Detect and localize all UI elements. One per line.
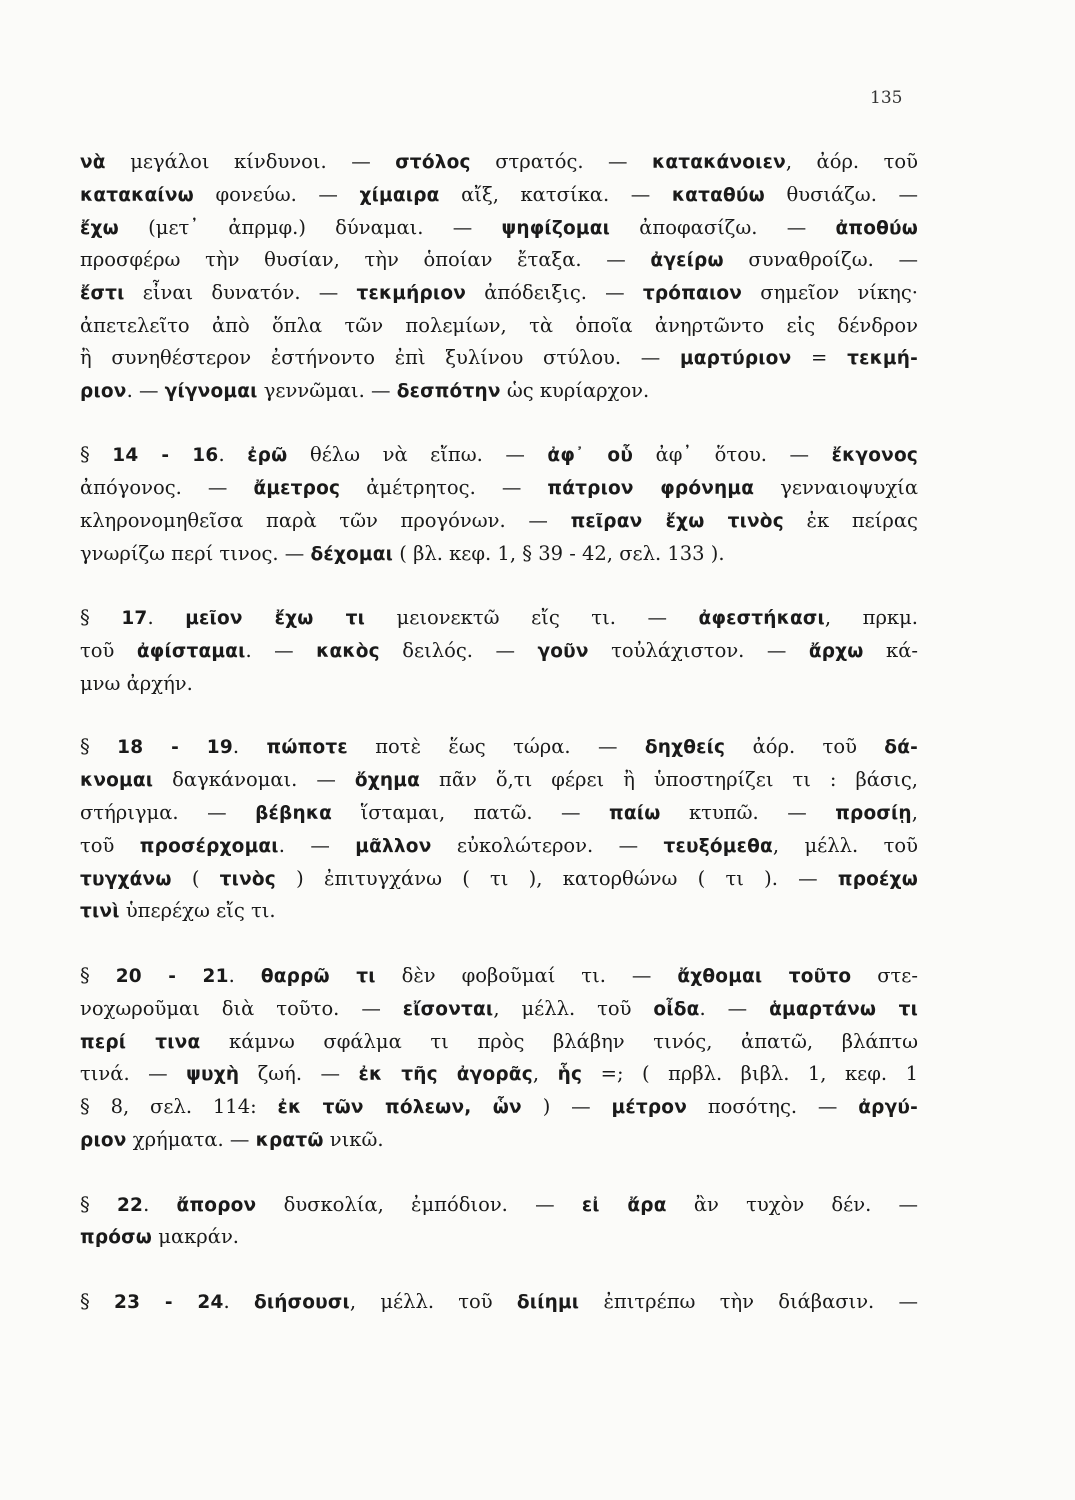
definition-text: κά- — [863, 638, 918, 662]
definition-text: ἀπετελεῖτο ἀπὸ ὅπλα τῶν πολεμίων, τὰ ὁποῖα ἀνηρτῶντο εἰς δένδρον — [80, 313, 918, 337]
text-line — [80, 1189, 918, 1222]
headword: εἰ ἄρα — [581, 1194, 667, 1216]
definition-text: δυσκολία, ἐμπόδιον. — — [256, 1192, 582, 1216]
paragraph-gap — [80, 1254, 918, 1286]
headword: 17 — [121, 608, 148, 630]
definition-text: ἂν τυχὸν δέν. — — [666, 1192, 918, 1216]
definition-text: γενναιοψυχία — [754, 475, 918, 499]
headword: ἐκ τῶν πόλεων, ὧν — [277, 1097, 522, 1119]
text-line — [80, 960, 918, 993]
text-line — [80, 993, 918, 1026]
text-line — [80, 212, 918, 245]
headword: προσέρχομαι — [139, 835, 279, 857]
text-line — [80, 895, 918, 928]
definition-text: = — [791, 345, 848, 369]
headword: ριον — [80, 1129, 127, 1151]
definition-text: κάμνω σφάλμα τι πρὸς βλάβην τινός, ἀπατῶ, βλάπτω — [200, 1029, 918, 1053]
definition-text: , ἀόρ. τοῦ — [785, 150, 918, 173]
text-line — [80, 342, 918, 375]
headword: διήσουσι — [253, 1291, 350, 1313]
definition-text: § — [80, 1289, 114, 1313]
headword: γοῦν — [537, 640, 589, 662]
definition-text: , μέλλ. τοῦ — [772, 833, 918, 857]
headword: τινὶ — [80, 901, 120, 923]
text-line — [80, 1091, 918, 1124]
text-line — [80, 602, 918, 635]
headword: πώποτε — [266, 737, 348, 759]
text-line — [80, 538, 918, 571]
definition-text: ) — — [521, 1095, 612, 1119]
definition-text: ἵσταμαι, πατῶ. — — [332, 800, 610, 824]
definition-text: ( — [171, 866, 220, 890]
definition-text: χρήματα. — — [126, 1127, 256, 1151]
headword: πεῖραν ἔχω τινὸς — [570, 510, 784, 532]
definition-text: στήριγμα. — — [80, 800, 256, 824]
headword: ἀποθύω — [835, 217, 918, 239]
definition-text: ἀόρ. τοῦ — [725, 735, 885, 759]
text-line — [80, 797, 918, 830]
headword: δεσπότην — [396, 380, 501, 402]
definition-text: . — — [245, 638, 317, 662]
text-line — [80, 635, 918, 668]
headword: ὄχημα — [354, 770, 421, 792]
definition-text: τοῦ — [80, 833, 140, 857]
definition-text: § — [80, 963, 116, 987]
definition-text: ἢ συνηθέστερον ἐστήνοντο ἐπὶ ξυλίνου στύλου. — — [80, 345, 680, 369]
definition-text: , — [532, 1062, 558, 1086]
headword: 14 - 16 — [112, 445, 219, 467]
definition-text: στρατός. — — [470, 150, 653, 173]
headword: ἄπορον — [176, 1194, 257, 1216]
definition-text: κληρονομηθεῖσα παρὰ τῶν προγόνων. — — [80, 508, 571, 532]
definition-text: στε- — [851, 963, 918, 987]
text-line — [80, 505, 918, 538]
definition-text: γεννῶμαι. — — [257, 378, 397, 402]
definition-text: ἀποφασίζω. — — [610, 215, 836, 239]
page-number: 135 — [870, 88, 903, 108]
headword: νὰ — [80, 152, 106, 173]
headword: ἄρχω — [808, 640, 864, 662]
headword: ἄμετρος — [253, 477, 341, 499]
definition-text: ( βλ. κεφ. 1, § 39 - 42, σελ. 133 ). — [393, 541, 725, 565]
definition-text: ἀπόδειξις. — — [466, 281, 643, 305]
headword: κατακάνοιεν — [652, 152, 786, 173]
text-line — [80, 375, 918, 408]
definition-text: γνωρίζω περί τινος. — — [80, 541, 311, 565]
definition-text: . — [228, 963, 261, 987]
definition-text: δαγκάνομαι. — — [153, 768, 355, 792]
text-line — [80, 863, 918, 896]
paragraph-gap — [80, 700, 918, 732]
headword: ἧς — [557, 1064, 583, 1086]
headword: γίγνομαι — [164, 380, 258, 402]
headword: κατακαίνω — [80, 184, 194, 206]
definition-text: . — — [699, 996, 770, 1020]
definition-text: θέλω νὰ εἴπω. — — [287, 443, 548, 467]
definition-text: σημεῖον νίκης· — [742, 281, 918, 305]
text-line — [80, 731, 918, 764]
headword: 20 - 21 — [115, 965, 229, 987]
definition-text: ἀφ᾿ ὅτου. — — [633, 443, 832, 467]
definition-text: συναθροίζω. — — [723, 248, 918, 272]
definition-text: § — [80, 443, 113, 467]
definition-text: § — [80, 1192, 117, 1216]
headword: ψηφίζομαι — [501, 217, 611, 239]
definition-text: ἀπόγονος. — — [80, 475, 254, 499]
definition-text: πᾶν ὅ,τι φέρει ἢ ὑποστηρίζει τι : βάσις, — [420, 768, 918, 792]
headword: ἔστι — [80, 283, 125, 305]
text-line — [80, 1221, 918, 1254]
definition-text: ποσότης. — — [687, 1095, 859, 1119]
definition-text: ὑπερέχω εἴς τι. — [119, 899, 276, 923]
text-line — [80, 310, 918, 342]
definition-text: τοῦ — [80, 638, 137, 662]
headword: μαρτύριον — [679, 347, 792, 369]
headword: ἀργύ- — [858, 1097, 918, 1119]
headword: προσίῃ — [835, 802, 912, 824]
headword: τυγχάνω — [80, 868, 172, 890]
definition-text: . — [223, 1289, 254, 1313]
definition-text: . — [232, 735, 267, 759]
definition-text: δὲν φοβοῦμαί τι. — — [375, 963, 678, 987]
definition-text: μνω ἀρχήν. — [80, 671, 193, 695]
definition-text: τινά. — — [80, 1062, 187, 1086]
headword: 22 — [116, 1194, 144, 1216]
definition-text: ἐπιτρέπω τὴν διάβασιν. — — [579, 1289, 918, 1313]
headword: θαρρῶ τι — [260, 965, 376, 987]
definition-text: , πρκμ. — [824, 606, 918, 630]
headword: οἶδα — [653, 998, 700, 1020]
definition-text: εἶναι δυνατόν. — — [124, 281, 357, 305]
headword: 18 - 19 — [117, 737, 233, 759]
definition-text: . — — [126, 378, 165, 402]
text-line — [80, 244, 918, 277]
definition-text: ὡς κυρίαρχον. — [500, 378, 650, 402]
definition-text: § — [80, 606, 122, 630]
text-line — [80, 764, 918, 797]
headword: πάτριον φρόνημα — [547, 477, 755, 499]
headword: ἀγείρω — [650, 250, 724, 272]
headword: παίω — [609, 802, 661, 824]
text-line — [80, 830, 918, 863]
definition-text: =; ( πρβλ. βιβλ. 1, κεφ. 1 — [582, 1062, 918, 1086]
headword: στόλος — [395, 152, 471, 173]
headword: δά- — [884, 737, 918, 759]
text-line — [80, 1026, 918, 1059]
definition-text: ἐκ πείρας — [783, 508, 918, 532]
definition-text: κτυπῶ. — — [660, 800, 836, 824]
definition-text: μακράν. — [152, 1225, 239, 1249]
text-line — [80, 668, 918, 700]
definition-text: ἀμέτρητος. — — [340, 475, 548, 499]
headword: μεῖον ἔχω τι — [185, 608, 365, 630]
headword: προέχω — [837, 868, 918, 890]
headword: μέτρον — [611, 1097, 688, 1119]
definition-text: εὐκολώτερον. — — [431, 833, 664, 857]
paragraph-gap — [80, 928, 918, 960]
headword: τευξόμεθα — [663, 835, 773, 857]
headword: τεκμή- — [847, 347, 918, 369]
headword: χίμαιρα — [359, 184, 440, 206]
headword: πρόσω — [80, 1227, 153, 1249]
headword: διίημι — [516, 1291, 580, 1313]
headword: ἀφίσταμαι — [136, 640, 246, 662]
headword: ἐκ τῆς ἀγορᾶς — [358, 1064, 533, 1086]
definition-text: ζωή. — — [239, 1062, 359, 1086]
headword: ψυχὴ — [186, 1064, 240, 1086]
definition-text: μεγάλοι κίνδυνοι. — — [105, 150, 396, 173]
text-line — [80, 277, 918, 310]
paragraph-gap — [80, 1157, 918, 1189]
headword: ἄχθομαι τοῦτο — [677, 965, 852, 987]
headword: βέβηκα — [255, 802, 333, 824]
headword: μᾶλλον — [355, 835, 432, 857]
headword: 23 - 24 — [114, 1291, 224, 1313]
headword: ἀφ᾿ οὗ — [547, 445, 634, 467]
definition-text: φονεύω. — — [193, 182, 360, 206]
headword: κνομαι — [80, 770, 154, 792]
headword: ἔκγονος — [831, 445, 918, 467]
text-line — [80, 1124, 918, 1157]
definition-text: (μετ᾿ ἀπρμφ.) δύναμαι. — — [118, 215, 502, 239]
headword: κρατῶ — [255, 1129, 324, 1151]
text-line — [80, 439, 918, 472]
headword: κακὸς — [316, 640, 380, 662]
definition-text: , μέλλ. τοῦ — [493, 996, 654, 1020]
definition-text: , μέλλ. τοῦ — [349, 1289, 517, 1313]
definition-text: § 8, σελ. 114: — [80, 1095, 278, 1119]
headword: ἁμαρτάνω τι — [769, 998, 918, 1020]
definition-text: αἴξ, κατσίκα. — — [439, 182, 672, 206]
headword: τινὸς — [219, 868, 276, 890]
definition-text: νοχωροῦμαι διὰ τοῦτο. — — [80, 996, 403, 1020]
text-line — [80, 472, 918, 505]
text-line — [80, 1058, 918, 1091]
definition-text: . — — [278, 833, 356, 857]
headword: δέχομαι — [310, 543, 394, 565]
definition-text: δειλός. — — [379, 638, 538, 662]
headword: δηχθείς — [644, 737, 726, 759]
definition-text: νικῶ. — [323, 1127, 384, 1151]
definition-text: μειονεκτῶ εἴς τι. — — [364, 606, 699, 630]
headword: περί τινα — [80, 1031, 201, 1053]
definition-text: , — [911, 800, 918, 824]
headword: ἀφεστήκασι — [698, 608, 825, 630]
definition-text: . — [143, 1192, 177, 1216]
headword: ἔχω — [80, 217, 119, 239]
text-line — [80, 179, 918, 212]
definition-text: προσφέρω τὴν θυσίαν, τὴν ὁποίαν ἔταξα. — — [80, 248, 651, 272]
headword: ἐρῶ — [247, 445, 288, 467]
definition-text: § — [80, 735, 118, 759]
headword: εἴσονται — [402, 998, 494, 1020]
definition-text: θυσιάζω. — — [764, 182, 918, 206]
headword: ριον — [80, 380, 127, 402]
headword: τεκμήριον — [356, 283, 467, 305]
definition-text: . — [218, 443, 248, 467]
text-line — [80, 146, 918, 179]
definition-text: . — [147, 606, 186, 630]
paragraph-gap — [80, 407, 918, 439]
paragraph-gap — [80, 570, 918, 602]
headword: τρόπαιον — [642, 283, 743, 305]
text-line — [80, 1286, 918, 1319]
headword: καταθύω — [671, 184, 765, 206]
glossary-text — [80, 146, 918, 1319]
definition-text: ) ἐπιτυγχάνω ( τι ), κατορθώνω ( τι ). — — [275, 866, 838, 890]
definition-text: ποτὲ ἕως τώρα. — — [347, 735, 645, 759]
definition-text: τοὐλάχιστον. — — [588, 638, 809, 662]
